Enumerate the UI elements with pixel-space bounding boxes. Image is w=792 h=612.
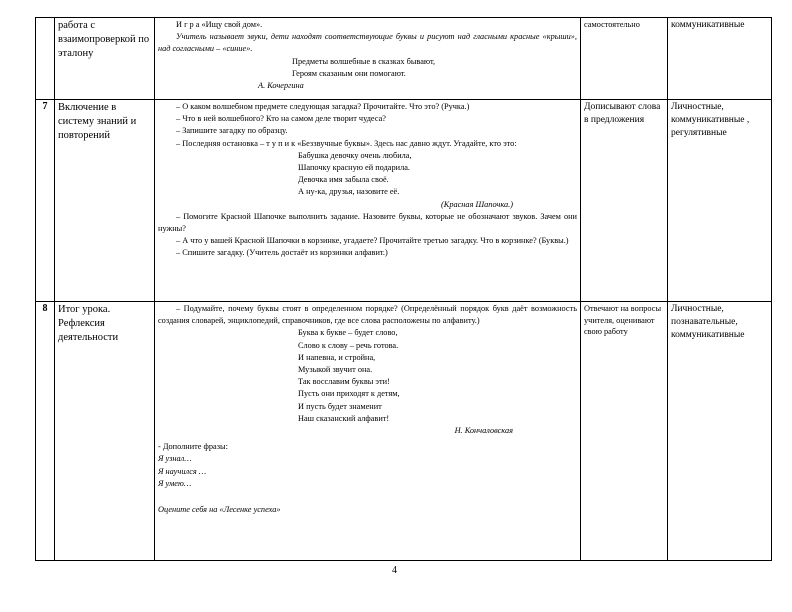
text-line: – Спишите загадку. (Учитель достаёт из корзинки алфавит.) <box>176 248 388 258</box>
text-line: – А что у вашей Красной Шапочки в корзинке, угадаете? Прочитайте третью загадку. Что в корзинке? (Буквы.) <box>176 236 569 246</box>
phrase-line: Я научился … <box>158 466 207 476</box>
riddle-line: Шапочку красную ей подарила. <box>298 163 410 173</box>
poem-line: Буква к букве – будет слово, <box>298 328 398 338</box>
riddle-line: Бабушка девочку очень любила, <box>298 150 412 160</box>
poem-line: Так восславим буквы эти! <box>298 377 390 387</box>
riddle-line: А ну-ка, друзья, назовите её. <box>298 187 400 197</box>
table-row <box>36 100 772 302</box>
poem-line: Предметы волшебные в сказках бывают, <box>292 56 436 66</box>
text-line: – О каком волшебном предмете следующая загадка? Прочитайте. Что это? (Ручка.) <box>176 102 470 111</box>
poem-line: Музыкой звучит она. <box>298 365 373 375</box>
text-line: – Последняя остановка – т у п и к «Беззвучные буквы». Здесь нас давно ждут. Угадайте, кто это: <box>176 138 517 148</box>
student-activity-cell: самостоятельно <box>581 18 668 100</box>
phrase-line: Я узнал… <box>158 454 192 464</box>
poem-line: И напевна, и стройна, <box>298 352 376 362</box>
uud-cell: Личностные, коммуникативные , регулятивные <box>668 100 772 302</box>
uud-cell: коммуникативные <box>668 18 772 100</box>
poem-line: Пусть они приходят к детям, <box>298 389 400 399</box>
self-assessment: Оцените себя на «Лесенке успеха» <box>158 505 281 515</box>
text-line: – Помогите Красной Шапочке выполнить задание. Назовите буквы, которые не обозначают звуков. Зачем они нужны? <box>158 211 577 234</box>
poem-line: И пусть будет знаменит <box>298 401 382 411</box>
page-number: 4 <box>392 565 397 576</box>
game-title: И г р а «Ищу свой дом». <box>176 20 263 29</box>
table-row <box>36 18 772 100</box>
row-number: 8 <box>36 302 55 561</box>
content-cell <box>155 302 581 561</box>
riddle-line: Девочка имя забыла своё. <box>298 175 389 185</box>
student-activity-cell: Дописывают слова в предложения <box>581 100 668 302</box>
text-line: – Что в ней волшебного? Кто на самом деле творит чудеса? <box>176 114 386 124</box>
student-activity-cell: Отвечают на вопросы учителя, оценивают свою работу <box>581 302 668 561</box>
stage-cell: Итог урока. Рефлексия деятельности <box>55 302 155 561</box>
stage-cell: работа с взаимопроверкой по эталону <box>55 18 155 100</box>
text-line: – Запишите загадку по образцу. <box>176 126 288 136</box>
question-text: – Подумайте, почему буквы стоят в определенном порядке? (Определённый порядок букв даёт возможность создания словарей, энциклопедий, справочников, где все слова расположены по алфавиту.) <box>158 304 577 326</box>
poem-author: Н. Кончаловская <box>454 426 513 436</box>
content-cell <box>155 18 581 100</box>
poem-line: Героям сказаным они помогают. <box>292 68 406 78</box>
poem-author: А. Кочергина <box>258 81 304 91</box>
riddle-answer: (Красная Шапочка.) <box>441 199 513 209</box>
content-cell <box>155 100 581 302</box>
phrase-line: Я умею… <box>158 478 192 488</box>
poem-line: Наш сказанский алфавит! <box>298 413 390 423</box>
uud-cell: Личностные, познавательные, коммуникативные <box>668 302 772 561</box>
stage-cell: Включение в систему знаний и повторений <box>55 100 155 302</box>
lesson-plan-table <box>35 17 772 561</box>
finish-prompt: - Дополните фразы: <box>158 442 228 452</box>
table-row <box>36 302 772 561</box>
teacher-note: Учитель называет звуки, дети находят соответствующие буквы и рисуют над гласными красные «крыши», над согласными – «синие». <box>158 32 577 54</box>
row-number: 7 <box>36 100 55 302</box>
row-number <box>36 18 55 100</box>
poem-line: Слово к слову – речь готова. <box>298 340 399 350</box>
